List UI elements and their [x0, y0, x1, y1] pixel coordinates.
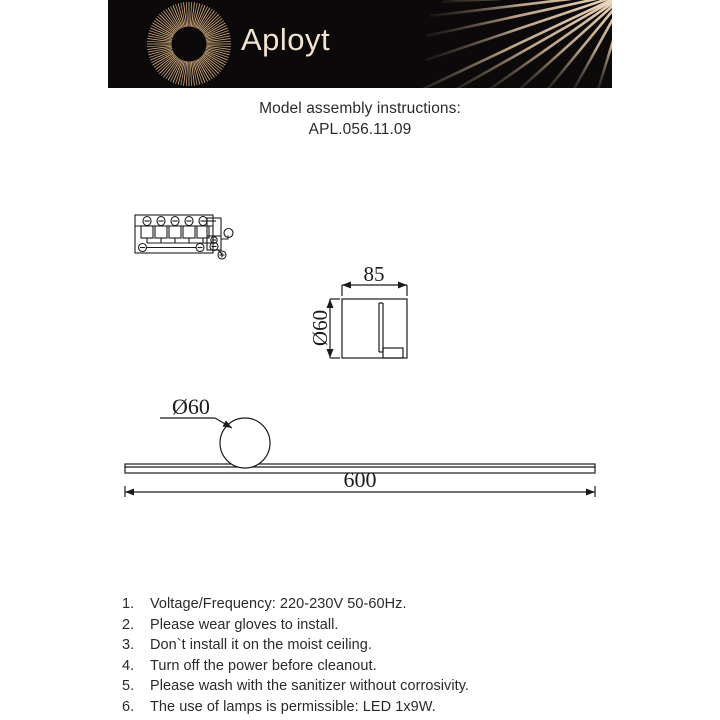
list-item: [122, 635, 642, 656]
list-item-text: The use of lamps is permissible: LED 1x9W.: [150, 698, 436, 715]
list-item-number: 6.: [122, 698, 135, 715]
list-item: [122, 697, 642, 718]
list-item-text: Don`t install it on the moist ceiling.: [150, 637, 372, 653]
side-view-width-label: 85: [363, 262, 385, 286]
page-title: Model assembly instructions:: [259, 100, 461, 117]
list-item: [122, 594, 642, 615]
list-item-number: 1.: [122, 596, 135, 612]
front-view-length-label: 600: [343, 467, 377, 492]
brand-wordmark: Aployt: [241, 22, 331, 57]
list-item-number: 5.: [122, 678, 135, 694]
list-item-text: Please wear gloves to install.: [150, 616, 339, 633]
list-item: [122, 676, 642, 697]
side-view-height-label: Ø60: [307, 309, 332, 347]
terminal-block-wiring-diagram: [135, 215, 233, 259]
instructions-list: [122, 594, 642, 717]
list-item-number: 2.: [122, 616, 135, 633]
list-item-number: 4.: [122, 657, 135, 674]
list-item-text: Turn off the power before cleanout.: [150, 657, 377, 674]
model-code: APL.056.11.09: [308, 121, 412, 138]
front-view-diameter-label: Ø60: [172, 394, 210, 419]
list-item: [122, 656, 642, 677]
list-item: [122, 615, 642, 636]
side-view-drawing: [330, 285, 407, 358]
list-item-number: 3.: [122, 637, 135, 653]
list-item-text: Please wash with the sanitizer without corrosivity.: [150, 678, 469, 694]
list-item-text: Voltage/Frequency: 220-230V 50-60Hz.: [150, 596, 407, 612]
